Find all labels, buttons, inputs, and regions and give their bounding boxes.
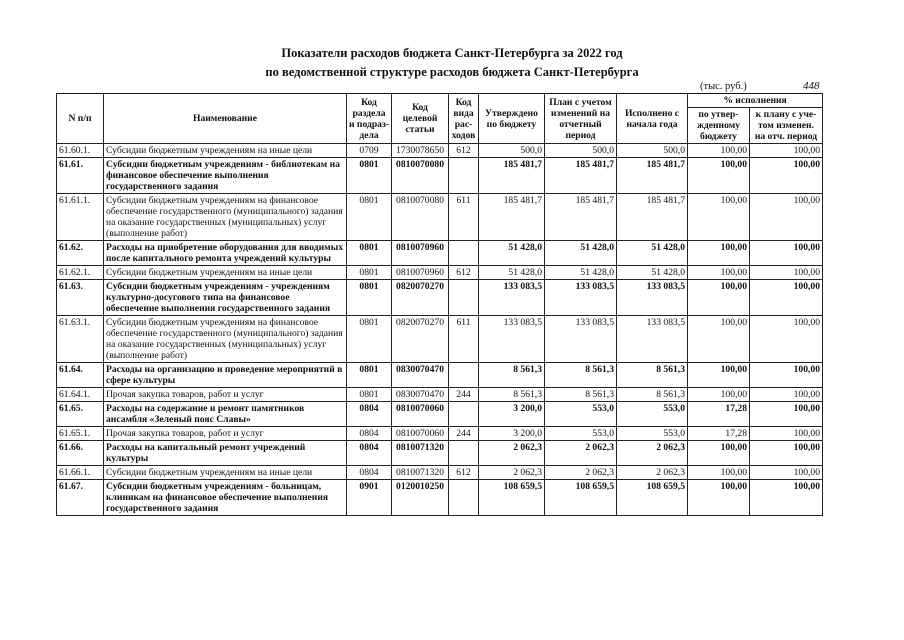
table-row (57, 241, 823, 266)
row-plan: 133 083,5 (545, 280, 617, 316)
row-pct-budget: 100,00 (688, 441, 750, 466)
row-name: Субсидии бюджетным учреждениям на финансовое обеспечение государственного (муниципального) задания на оказание государственных (муниципальных) услуг (выполнение работ) (104, 316, 347, 363)
row-pct-plan: 100,00 (750, 144, 823, 158)
row-pct-budget: 100,00 (688, 466, 750, 480)
row-name: Субсидии бюджетным учреждениям - учреждениям культурно-досугового типа на финансовое обеспечение выполнения государственного задания (104, 280, 347, 316)
row-expense-type-code (449, 480, 479, 516)
row-pct-budget: 17,28 (688, 402, 750, 427)
row-section-code: 0801 (347, 280, 392, 316)
row-pct-budget: 100,00 (688, 480, 750, 516)
row-pct-budget: 100,00 (688, 194, 750, 241)
row-approved: 51 428,0 (479, 241, 545, 266)
row-expense-type-code: 612 (449, 144, 479, 158)
row-pct-plan: 100,00 (750, 441, 823, 466)
page-number: 448 (803, 80, 820, 92)
row-pct-budget: 17,28 (688, 427, 750, 441)
row-pct-plan: 100,00 (750, 427, 823, 441)
row-executed: 500,0 (617, 144, 688, 158)
table-row (57, 194, 823, 241)
header-section-code: Код раздела и подраз-дела (347, 94, 392, 144)
header-pct-plan: к плану с уче-том изменен. на отч. период (750, 108, 823, 144)
row-target-code: 1730078650 (392, 144, 449, 158)
row-pct-budget: 100,00 (688, 363, 750, 388)
row-approved: 185 481,7 (479, 194, 545, 241)
row-expense-type-code: 611 (449, 316, 479, 363)
header-no: N п/п (57, 94, 104, 144)
row-name: Субсидии бюджетным учреждениям на иные цели (104, 466, 347, 480)
row-section-code: 0801 (347, 194, 392, 241)
row-executed: 185 481,7 (617, 194, 688, 241)
row-target-code: 0810070060 (392, 402, 449, 427)
row-number: 61.64. (57, 363, 104, 388)
row-approved: 185 481,7 (479, 158, 545, 194)
row-pct-plan: 100,00 (750, 194, 823, 241)
row-section-code: 0709 (347, 144, 392, 158)
row-pct-plan: 100,00 (750, 280, 823, 316)
row-number: 61.61. (57, 158, 104, 194)
row-target-code: 0810070960 (392, 241, 449, 266)
header-pct-budget: по утвер-жденному бюджету (688, 108, 750, 144)
table-row (57, 402, 823, 427)
row-name: Расходы на содержание и ремонт памятников ансамбля «Зеленый пояс Славы» (104, 402, 347, 427)
row-expense-type-code: 612 (449, 466, 479, 480)
row-approved: 8 561,3 (479, 388, 545, 402)
row-plan: 553,0 (545, 427, 617, 441)
row-executed: 2 062,3 (617, 466, 688, 480)
row-number: 61.62.1. (57, 266, 104, 280)
row-plan: 553,0 (545, 402, 617, 427)
header-executed: Исполнено с начала года (617, 94, 688, 144)
row-executed: 8 561,3 (617, 363, 688, 388)
row-number: 61.65.1. (57, 427, 104, 441)
row-section-code: 0801 (347, 241, 392, 266)
table-row (57, 280, 823, 316)
row-approved: 2 062,3 (479, 441, 545, 466)
row-plan: 8 561,3 (545, 388, 617, 402)
row-expense-type-code (449, 402, 479, 427)
row-expense-type-code (449, 158, 479, 194)
row-number: 61.65. (57, 402, 104, 427)
row-number: 61.64.1. (57, 388, 104, 402)
row-target-code: 0810070060 (392, 427, 449, 441)
table-row (57, 427, 823, 441)
row-pct-budget: 100,00 (688, 280, 750, 316)
row-approved: 133 083,5 (479, 316, 545, 363)
row-pct-plan: 100,00 (750, 266, 823, 280)
row-target-code: 0810070080 (392, 158, 449, 194)
row-plan: 2 062,3 (545, 441, 617, 466)
row-expense-type-code (449, 363, 479, 388)
row-section-code: 0901 (347, 480, 392, 516)
row-target-code: 0810070960 (392, 266, 449, 280)
row-section-code: 0801 (347, 158, 392, 194)
row-target-code: 0830070470 (392, 363, 449, 388)
row-approved: 108 659,5 (479, 480, 545, 516)
row-plan: 133 083,5 (545, 316, 617, 363)
row-name: Субсидии бюджетным учреждениям на иные цели (104, 144, 347, 158)
row-expense-type-code: 611 (449, 194, 479, 241)
row-pct-budget: 100,00 (688, 388, 750, 402)
row-plan: 51 428,0 (545, 266, 617, 280)
row-executed: 185 481,7 (617, 158, 688, 194)
row-executed: 2 062,3 (617, 441, 688, 466)
row-target-code: 0120010250 (392, 480, 449, 516)
row-executed: 553,0 (617, 402, 688, 427)
row-pct-plan: 100,00 (750, 402, 823, 427)
row-pct-plan: 100,00 (750, 363, 823, 388)
row-executed: 108 659,5 (617, 480, 688, 516)
row-target-code: 0830070470 (392, 388, 449, 402)
row-pct-budget: 100,00 (688, 316, 750, 363)
row-pct-plan: 100,00 (750, 158, 823, 194)
row-target-code: 0810070080 (392, 194, 449, 241)
row-section-code: 0804 (347, 466, 392, 480)
row-executed: 133 083,5 (617, 280, 688, 316)
row-name: Расходы на приобретение оборудования для вводимых после капитального ремонта учреждений культуры (104, 241, 347, 266)
header-name: Наименование (104, 94, 347, 144)
document-title: Показатели расходов бюджета Санкт-Петербурга за 2022 год (281, 46, 623, 60)
row-section-code: 0801 (347, 266, 392, 280)
expenditure-table (56, 93, 823, 516)
row-name: Расходы на организацию и проведение мероприятий в сфере культуры (104, 363, 347, 388)
table-row (57, 158, 823, 194)
row-executed: 51 428,0 (617, 241, 688, 266)
row-approved: 133 083,5 (479, 280, 545, 316)
row-section-code: 0804 (347, 427, 392, 441)
row-pct-budget: 100,00 (688, 266, 750, 280)
row-number: 61.63. (57, 280, 104, 316)
document-subtitle: по ведомственной структуре расходов бюджета Санкт-Петербурга (265, 65, 639, 79)
row-name: Субсидии бюджетным учреждениям на финансовое обеспечение государственного (муниципального) задания на оказание государственных (муниципальных) услуг (выполнение работ) (104, 194, 347, 241)
row-plan: 500,0 (545, 144, 617, 158)
row-expense-type-code: 244 (449, 388, 479, 402)
table-row (57, 441, 823, 466)
table-row (57, 144, 823, 158)
header-execution-percent: % исполнения (688, 94, 823, 108)
row-number: 61.66. (57, 441, 104, 466)
row-section-code: 0804 (347, 441, 392, 466)
row-section-code: 0804 (347, 402, 392, 427)
row-executed: 8 561,3 (617, 388, 688, 402)
row-pct-budget: 100,00 (688, 158, 750, 194)
row-expense-type-code (449, 441, 479, 466)
row-approved: 500,0 (479, 144, 545, 158)
row-plan: 8 561,3 (545, 363, 617, 388)
row-name: Прочая закупка товаров, работ и услуг (104, 427, 347, 441)
table-row (57, 363, 823, 388)
table-row (57, 480, 823, 516)
row-section-code: 0801 (347, 388, 392, 402)
row-pct-plan: 100,00 (750, 466, 823, 480)
row-plan: 185 481,7 (545, 158, 617, 194)
row-approved: 51 428,0 (479, 266, 545, 280)
row-executed: 553,0 (617, 427, 688, 441)
row-approved: 3 200,0 (479, 402, 545, 427)
row-number: 61.61.1. (57, 194, 104, 241)
header-approved: Утверждено по бюджету (479, 94, 545, 144)
units-label: (тыс. руб.) (700, 81, 747, 92)
row-approved: 3 200,0 (479, 427, 545, 441)
row-number: 61.66.1. (57, 466, 104, 480)
row-executed: 133 083,5 (617, 316, 688, 363)
row-pct-budget: 100,00 (688, 241, 750, 266)
row-name: Субсидии бюджетным учреждениям - больницам, клиникам на финансовое обеспечение выполнения государственного задания (104, 480, 347, 516)
row-pct-plan: 100,00 (750, 241, 823, 266)
row-number: 61.60.1. (57, 144, 104, 158)
table-row (57, 316, 823, 363)
row-plan: 185 481,7 (545, 194, 617, 241)
row-number: 61.63.1. (57, 316, 104, 363)
row-target-code: 0820070270 (392, 280, 449, 316)
row-expense-type-code (449, 280, 479, 316)
row-plan: 51 428,0 (545, 241, 617, 266)
table-row (57, 388, 823, 402)
row-target-code: 0810071320 (392, 441, 449, 466)
row-section-code: 0801 (347, 316, 392, 363)
row-name: Субсидии бюджетным учреждениям на иные цели (104, 266, 347, 280)
row-name: Субсидии бюджетным учреждениям - библиотекам на финансовое обеспечение выполнения государственного задания (104, 158, 347, 194)
row-approved: 2 062,3 (479, 466, 545, 480)
row-target-code: 0810071320 (392, 466, 449, 480)
row-approved: 8 561,3 (479, 363, 545, 388)
row-pct-plan: 100,00 (750, 388, 823, 402)
row-target-code: 0820070270 (392, 316, 449, 363)
table-body (57, 144, 823, 516)
row-executed: 51 428,0 (617, 266, 688, 280)
row-pct-budget: 100,00 (688, 144, 750, 158)
table-row (57, 266, 823, 280)
header-plan: План с учетом изменений на отчетный период (545, 94, 617, 144)
row-name: Прочая закупка товаров, работ и услуг (104, 388, 347, 402)
row-plan: 2 062,3 (545, 466, 617, 480)
row-expense-type-code: 244 (449, 427, 479, 441)
row-name: Расходы на капитальный ремонт учреждений культуры (104, 441, 347, 466)
header-expense-type-code: Код вида рас-ходов (449, 94, 479, 144)
row-expense-type-code (449, 241, 479, 266)
table-row (57, 466, 823, 480)
row-pct-plan: 100,00 (750, 316, 823, 363)
row-plan: 108 659,5 (545, 480, 617, 516)
row-pct-plan: 100,00 (750, 480, 823, 516)
row-expense-type-code: 612 (449, 266, 479, 280)
row-section-code: 0801 (347, 363, 392, 388)
row-number: 61.62. (57, 241, 104, 266)
row-number: 61.67. (57, 480, 104, 516)
header-target-code: Код целевой статьи (392, 94, 449, 144)
